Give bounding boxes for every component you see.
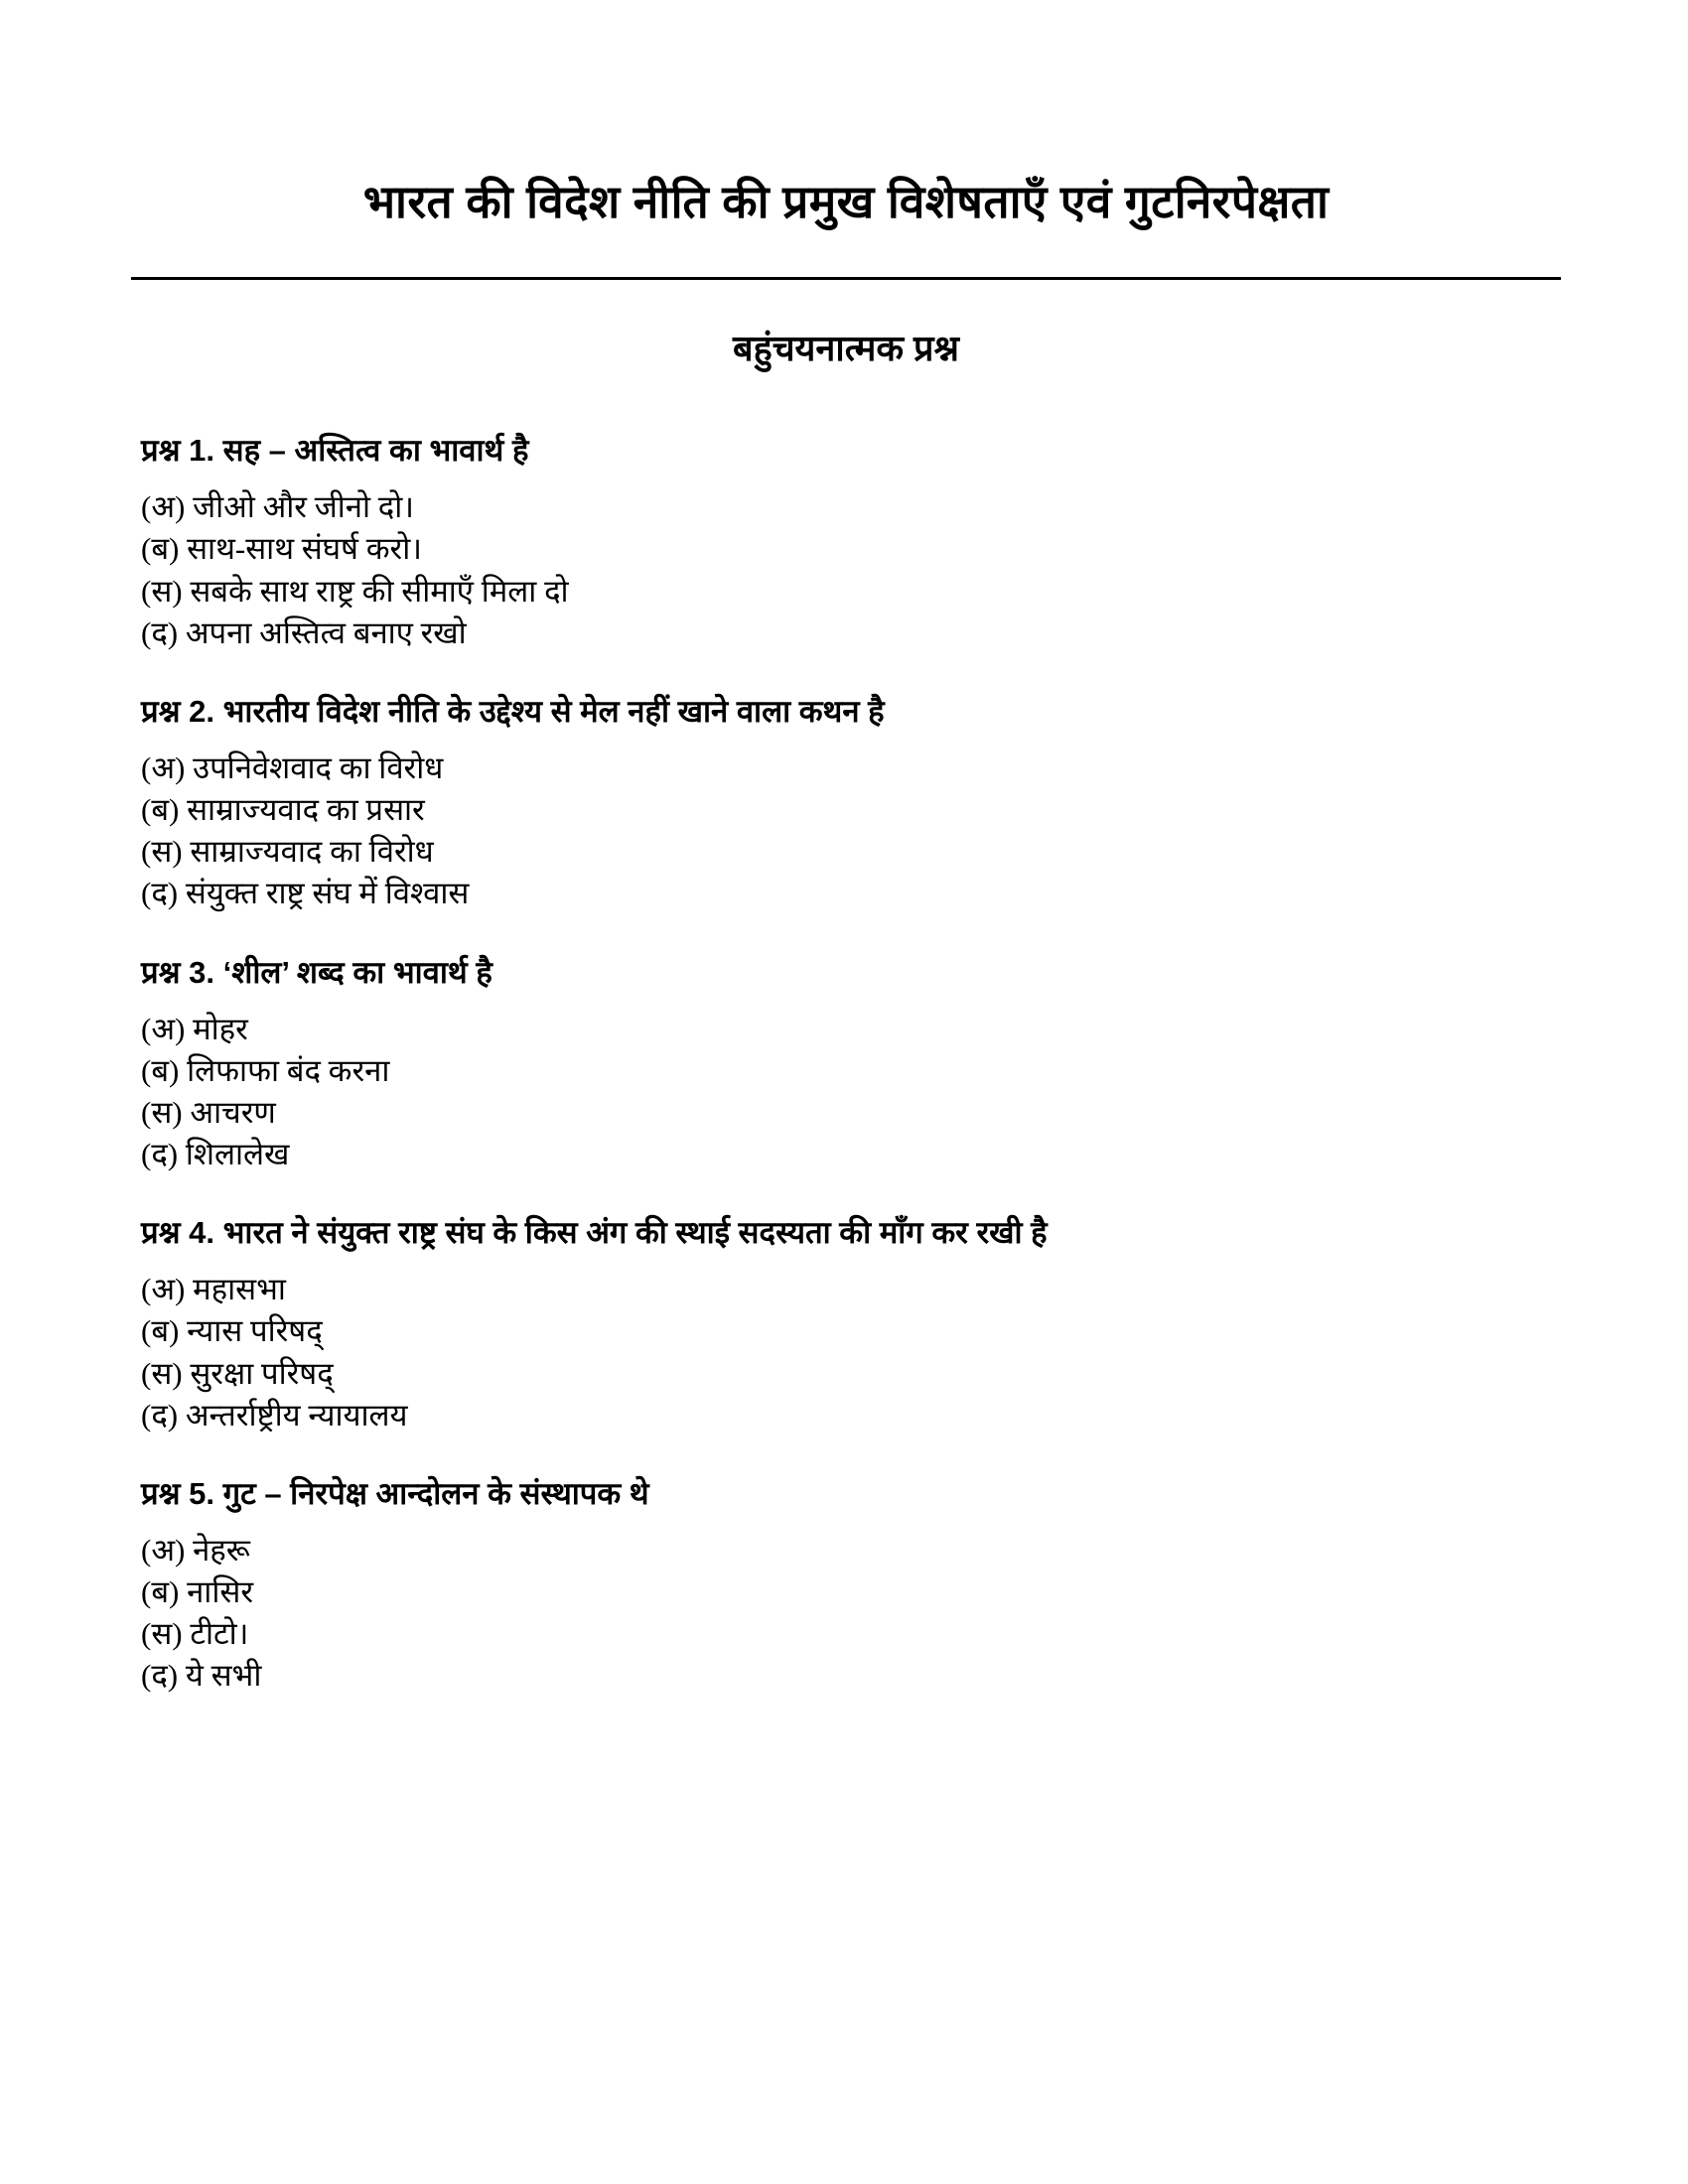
option-item[interactable]: (अ) उपनिवेशवाद का विरोध bbox=[141, 750, 444, 785]
question-block bbox=[131, 951, 1561, 1176]
question-list bbox=[131, 371, 1561, 1697]
section-heading: बहुंचयनात्मक प्रश्न bbox=[733, 327, 959, 368]
question-text: प्रश्न 4. भारत ने संयुक्त राष्ट्र संघ के किस अंग की स्थाई सदस्यता की माँग कर रखी है bbox=[141, 1215, 1048, 1251]
option-item[interactable]: (ब) नासिर bbox=[141, 1574, 253, 1610]
option-item[interactable]: (अ) मोहर bbox=[141, 1011, 248, 1046]
question-text: प्रश्न 2. भारतीय विदेश नीति के उद्देश्य से मेल नहीं खाने वाला कथन है bbox=[141, 693, 885, 729]
option-item[interactable]: (ब) साम्राज्यवाद का प्रसार bbox=[141, 792, 425, 828]
option-item[interactable]: (स) साम्राज्यवाद का विरोध bbox=[141, 834, 434, 870]
question-block bbox=[131, 429, 1561, 654]
question-text: प्रश्न 1. सह – अस्तित्व का भावार्थ है bbox=[141, 433, 529, 469]
option-item[interactable]: (ब) लिफाफा बंद करना bbox=[141, 1052, 390, 1088]
question-text: प्रश्न 3. ‘शील’ शब्द का भावार्थ है bbox=[141, 954, 492, 990]
option-list bbox=[141, 1269, 1561, 1436]
option-list bbox=[141, 1530, 1561, 1698]
option-item[interactable]: (द) ये सभी bbox=[141, 1658, 262, 1694]
option-item[interactable]: (ब) न्यास परिषद् bbox=[141, 1313, 323, 1349]
option-item[interactable]: (स) आचरण bbox=[141, 1094, 276, 1130]
page-title: भारत की विदेश नीति की प्रमुख विशेषताएँ एवं गुटनिरपेक्षता bbox=[362, 176, 1330, 227]
option-item[interactable]: (अ) नेहरू bbox=[141, 1532, 250, 1568]
option-item[interactable]: (ब) साथ-साथ संघर्ष करो। bbox=[141, 531, 422, 567]
option-item[interactable]: (द) शिलालेख bbox=[141, 1137, 290, 1172]
option-item[interactable]: (अ) महासभा bbox=[141, 1272, 286, 1307]
option-item[interactable]: (द) अपना अस्तित्व बनाए रखो bbox=[141, 614, 467, 650]
option-item[interactable]: (द) संयुक्त राष्ट्र संघ में विश्वास bbox=[141, 876, 470, 911]
question-text: प्रश्न 5. गुट – निरपेक्ष आन्दोलन के संस्थापक थे bbox=[141, 1475, 649, 1511]
option-list bbox=[141, 486, 1561, 654]
question-block bbox=[131, 1472, 1561, 1698]
option-item[interactable]: (अ) जीओ और जीनो दो। bbox=[141, 489, 414, 525]
option-list bbox=[141, 1009, 1561, 1176]
title-divider bbox=[131, 277, 1561, 280]
option-item[interactable]: (द) अन्तर्राष्ट्रीय न्यायालय bbox=[141, 1397, 408, 1433]
option-item[interactable]: (स) टीटो। bbox=[141, 1616, 249, 1652]
question-block bbox=[131, 1211, 1561, 1436]
question-block bbox=[131, 690, 1561, 915]
option-item[interactable]: (स) सुरक्षा परिषद् bbox=[141, 1355, 334, 1391]
page-content bbox=[131, 0, 1561, 1698]
option-item[interactable]: (स) सबके साथ राष्ट्र की सीमाएँ मिला दो bbox=[141, 573, 569, 609]
option-list bbox=[141, 748, 1561, 915]
